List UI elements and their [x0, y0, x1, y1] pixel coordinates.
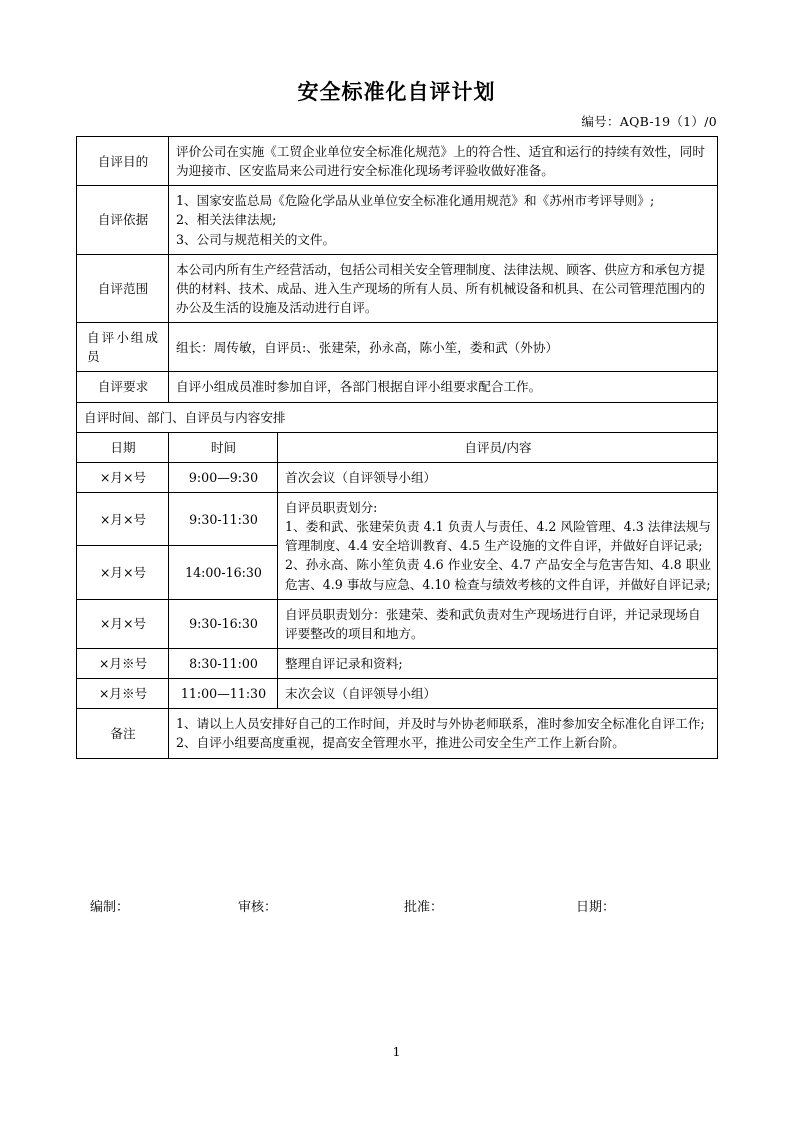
schedule-content-4: 自评员职责划分：张建荣、娄和武负责对生产现场进行自评，并记录现场自评要整改的项目和地方。	[278, 599, 718, 648]
schedule-time-5: 8:30-11:00	[169, 648, 278, 678]
row-label-basis: 自评依据	[77, 186, 169, 254]
page-number: 1	[392, 1044, 401, 1059]
schedule-date-5: ×月※号	[77, 648, 169, 678]
signature-prepared-by: 编制：	[90, 900, 130, 915]
row-label-requirements: 自评要求	[77, 372, 169, 402]
table-row-scope	[77, 254, 718, 322]
signature-line	[76, 896, 717, 915]
row-label-purpose: 自评目的	[77, 137, 169, 186]
remark-item-2: 2、自评小组要高度重视，提高安全管理水平，推进公司安全生产工作上新台阶。	[176, 735, 625, 751]
schedule-time-3: 14:00-16:30	[169, 546, 278, 599]
table-row-purpose	[77, 137, 718, 186]
table-row-members	[77, 323, 718, 372]
table-row-schedule-heading	[77, 402, 718, 432]
table-row-schedule-header	[77, 432, 718, 462]
column-header-date: 日期	[77, 432, 169, 462]
row-content-basis	[169, 186, 718, 254]
row-content-remarks	[169, 709, 718, 758]
row-content-scope: 本公司内所有生产经营活动，包括公司相关安全管理制度、法律法规、顾客、供应方和承包方提供的材料、技术、成品、进入生产现场的所有人员、所有机械设备和机具、在公司管理范围内的办公及生活的设施及活动进行自评。	[169, 254, 718, 322]
schedule-time-2: 9:30-11:30	[169, 492, 278, 545]
row-content-requirements: 自评小组成员准时参加自评，各部门根据自评小组要求配合工作。	[169, 372, 718, 402]
schedule-time-1: 9:00—9:30	[169, 462, 278, 492]
basis-line-3: 3、公司与规范相关的文件。	[176, 231, 336, 247]
plan-table	[76, 136, 718, 759]
schedule-section-title: 自评时间、部门、自评员与内容安排	[77, 402, 718, 432]
schedule-content-6: 末次会议（自评领导小组）	[278, 679, 718, 709]
schedule-time-4: 9:30-16:30	[169, 599, 278, 648]
table-row-remarks	[77, 709, 718, 758]
table-row	[77, 492, 718, 545]
table-row	[77, 599, 718, 648]
row-label-members-text: 自评小组成员	[87, 330, 158, 365]
page-title: 安全标准化自评计划	[297, 80, 496, 104]
basis-line-2: 2、相关法律法规;	[176, 212, 277, 228]
table-row	[77, 462, 718, 492]
schedule-date-6: ×月※号	[77, 679, 169, 709]
schedule-date-4: ×月×号	[77, 599, 169, 648]
signature-reviewed-by: 审核：	[238, 900, 278, 915]
duty-item-1: 1、娄和武、张建荣负责 4.1 负责人与责任、4.2 风险管理、4.3 法律法规与管理制度、4.4 安全培训教育、4.5 生产设施的文件自评，并做好自评记录;	[285, 519, 711, 554]
duty-intro: 自评员职责划分:	[285, 499, 378, 515]
signature-date: 日期：	[576, 900, 616, 915]
table-row-requirements	[77, 372, 718, 402]
schedule-date-1: ×月×号	[77, 462, 169, 492]
row-label-scope: 自评范围	[77, 254, 169, 322]
table-row	[77, 679, 718, 709]
row-label-members	[77, 323, 169, 372]
column-header-time: 时间	[169, 432, 278, 462]
basis-line-1: 1、国家安监总局《危险化学品从业单位安全标准化通用规范》和《苏州市考评导则》;	[176, 193, 655, 209]
column-header-content: 自评员/内容	[278, 432, 718, 462]
row-content-members: 组长：周传敏，自评员:、张建荣，孙永高，陈小笙，娄和武（外协）	[169, 323, 718, 372]
table-row	[77, 648, 718, 678]
signature-approved-by: 批准：	[404, 900, 444, 915]
document-number: 编号：AQB-19（1）/0	[581, 114, 717, 129]
remark-item-1: 1、请以上人员安排好自己的工作时间，并及时与外协老师联系，准时参加安全标准化自评工作;	[176, 716, 705, 732]
schedule-content-2	[278, 492, 718, 599]
duty-item-2: 2、孙永高、陈小笙负责 4.6 作业安全、4.7 产品安全与危害告知、4.8 职业危害、4.9 事故与应急、4.10 检查与绩效考核的文件自评，并做好自评记录;	[285, 557, 711, 592]
schedule-date-2: ×月×号	[77, 492, 169, 545]
schedule-date-3: ×月×号	[77, 546, 169, 599]
schedule-content-5: 整理自评记录和资料;	[278, 648, 718, 678]
schedule-time-6: 11:00—11:30	[169, 679, 278, 709]
row-label-remarks: 备注	[77, 709, 169, 758]
row-content-purpose: 评价公司在实施《工贸企业单位安全标准化规范》上的符合性、适宜和运行的持续有效性，同时为迎接市、区安监局来公司进行安全标准化现场考评验收做好准备。	[169, 137, 718, 186]
table-row-basis	[77, 186, 718, 254]
schedule-content-1: 首次会议（自评领导小组）	[278, 462, 718, 492]
